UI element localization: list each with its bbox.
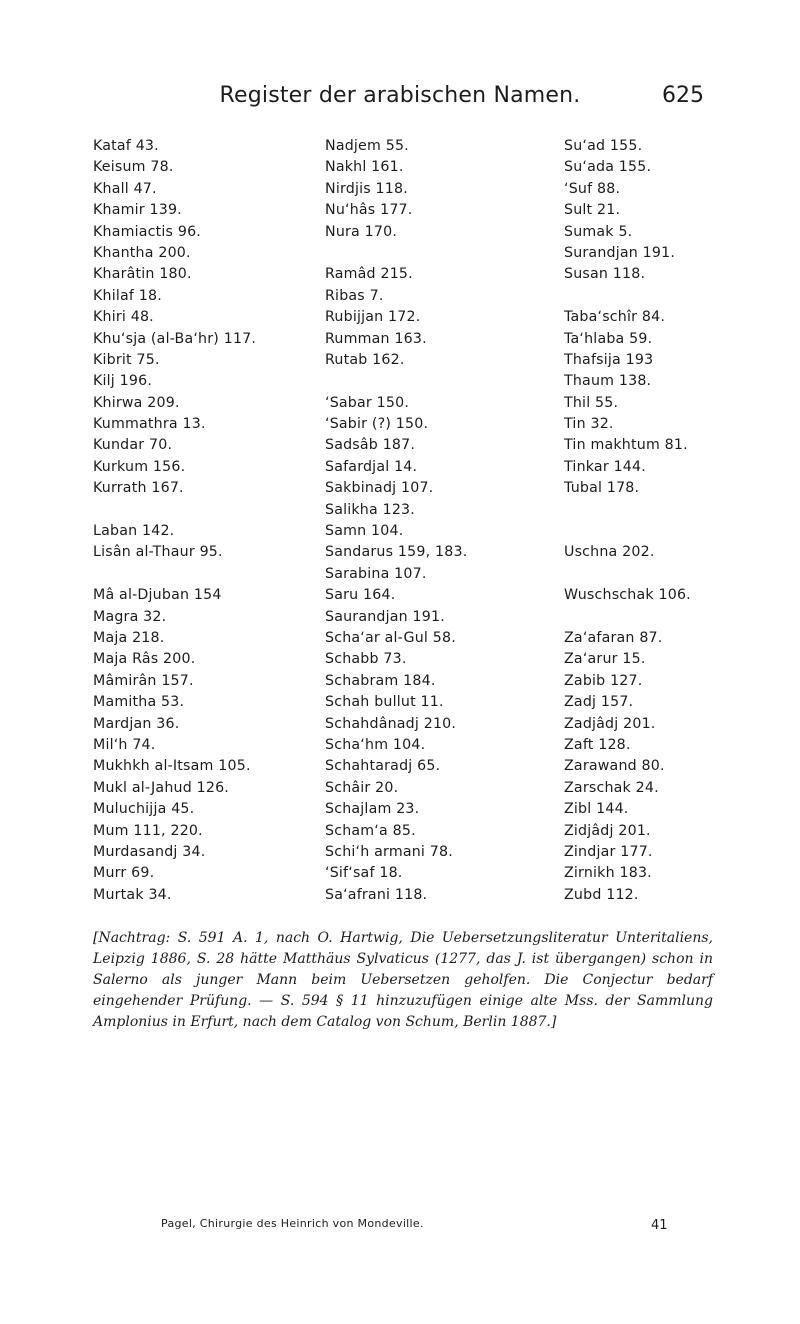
index-entry: Mukhkh al-Itsam 105.: [93, 758, 251, 775]
index-entry: Mil‘h 74.: [93, 736, 156, 753]
index-entry: Khantha 200.: [93, 244, 191, 261]
index-entry: Sakbinadj 107.: [325, 480, 434, 497]
index-entry: Susan 118.: [564, 266, 646, 283]
signature-mark: 41: [651, 1218, 668, 1233]
index-entry: Maja Râs 200.: [93, 651, 196, 668]
index-entry: [564, 286, 691, 307]
index-entry: Lisân al-Thaur 95.: [93, 544, 223, 561]
page-number: 625: [662, 83, 704, 108]
index-entry: Zadj 157.: [564, 694, 634, 711]
index-entry: Saru 164.: [325, 587, 396, 604]
index-entry: Sandarus 159, 183.: [325, 544, 468, 561]
index-entry: Nu‘hâs 177.: [325, 202, 413, 219]
index-column-3: [564, 136, 691, 906]
index-entry: Murr 69.: [93, 865, 155, 882]
index-entry: Scha‘hm 104.: [325, 736, 426, 753]
index-entry: Khall 47.: [93, 180, 157, 197]
index-entry: Scha‘ar al-Gul 58.: [325, 629, 456, 646]
index-entry: [325, 243, 467, 264]
index-entry: ‘Sif‘saf 18.: [325, 865, 403, 882]
index-column-1: [93, 136, 256, 906]
index-entry: Tubal 178.: [564, 480, 640, 497]
index-entry: Kibrit 75.: [93, 351, 160, 368]
index-entry: Salikha 123.: [325, 501, 415, 518]
index-entry: Zaft 128.: [564, 736, 631, 753]
index-entry: Kummathra 13.: [93, 416, 206, 433]
index-entry: Zirnikh 183.: [564, 865, 652, 882]
index-entry: Schâir 20.: [325, 779, 399, 796]
index-entry: Muluchijja 45.: [93, 801, 195, 818]
index-entry: Thafsija 193: [564, 351, 654, 368]
index-entry: Laban 142.: [93, 523, 175, 540]
index-entry: [564, 521, 691, 542]
index-entry: Mamitha 53.: [93, 694, 185, 711]
index-entry: Safardjal 14.: [325, 458, 418, 475]
index-entry: Kilj 196.: [93, 373, 153, 390]
index-entry: Kurrath 167.: [93, 480, 184, 497]
index-entry: Khu‘sja (al-Ba‘hr) 117.: [93, 330, 257, 347]
index-entry: Sadsâb 187.: [325, 437, 416, 454]
index-entry: Mum 111, 220.: [93, 822, 203, 839]
index-entry: Thaum 138.: [564, 373, 652, 390]
index-entry: Kundar 70.: [93, 437, 173, 454]
index-entry: Sarabina 107.: [325, 565, 427, 582]
index-entry: Murtak 34.: [93, 886, 172, 903]
index-entry: Saurandjan 191.: [325, 608, 445, 625]
index-entry: [93, 500, 256, 521]
index-entry: Mardjan 36.: [93, 715, 180, 732]
index-entry: Tin 32.: [564, 416, 614, 433]
index-entry: Kataf 43.: [93, 138, 159, 154]
index-entry: Wuschschak 106.: [564, 587, 691, 604]
footer-imprint: Pagel, Chirurgie des Heinrich von Mondeville.: [161, 1217, 424, 1230]
running-header-title: Register der arabischen Namen.: [219, 83, 581, 108]
index-entry: Taba‘schîr 84.: [564, 309, 666, 326]
index-entry: Thil 55.: [564, 394, 619, 411]
index-entry: Mâ al-Djuban 154: [93, 587, 222, 604]
index-entry: Kurkum 156.: [93, 458, 186, 475]
index-entry: Khamir 139.: [93, 202, 182, 219]
index-entry: Schi‘h armani 78.: [325, 843, 453, 860]
index-entry: Schabram 184.: [325, 672, 436, 689]
addendum-note: [93, 928, 713, 1033]
index-entry: Khilaf 18.: [93, 287, 162, 304]
index-entry: Sa‘afrani 118.: [325, 886, 428, 903]
index-entry: Mukl al-Jahud 126.: [93, 779, 230, 796]
index-entry: [564, 500, 691, 521]
index-entry: ‘Sabir (?) 150.: [325, 416, 429, 433]
index-entry: Khiri 48.: [93, 309, 154, 326]
index-entry: Zindjar 177.: [564, 843, 653, 860]
index-entry: Ramâd 215.: [325, 266, 413, 283]
index-entry: Tin makhtum 81.: [564, 437, 688, 454]
index-entry: Surandjan 191.: [564, 244, 676, 261]
index-entry: Uschna 202.: [564, 544, 655, 561]
index-entry: Schajlam 23.: [325, 801, 420, 818]
index-entry: Ta‘hlaba 59.: [564, 330, 653, 347]
index-entry: Zarschak 24.: [564, 779, 659, 796]
index-entry: Zarawand 80.: [564, 758, 665, 775]
index-entry: Sult 21.: [564, 202, 621, 219]
index-entry: Mâmirân 157.: [93, 672, 194, 689]
index-entry: [325, 371, 467, 392]
index-entry: Za‘afaran 87.: [564, 629, 663, 646]
index-entry: ‘Suf 88.: [564, 180, 621, 197]
index-entry: Zidjâdj 201.: [564, 822, 651, 839]
index-entry: Tinkar 144.: [564, 458, 646, 475]
index-entry: Nirdjis 118.: [325, 180, 408, 197]
index-entry: Schahtaradj 65.: [325, 758, 441, 775]
index-entry: Khamiactis 96.: [93, 223, 202, 240]
index-entry: Zubd 112.: [564, 886, 639, 903]
index-entry: [564, 607, 691, 628]
index-entry: Zabib 127.: [564, 672, 643, 689]
index-entry: Maja 218.: [93, 629, 165, 646]
addendum-note-text: [Nachtrag: S. 591 A. 1, nach O. Hartwig, Die Uebersetzungsliteratur Unteritaliens, Leipzig 1886, S. 28 hätte Matthäus Sylvaticus (1277, das J. ist übergangen) schon in Salerno als junger Mann beim Uebersetzen geholfen. Die Conjectur bedarf eingehender Prüfung. — S. 594 § 11 hinzuzufügen einige alte Mss. der Sammlung Amplonius in Erfurt, nach dem Catalog von Schum, Berlin 1887.]: [93, 930, 713, 1030]
index-entry: Zibl 144.: [564, 801, 629, 818]
index-column-2: [325, 136, 467, 906]
index-entry: Sumak 5.: [564, 223, 633, 240]
index-entry: Schah bullut 11.: [325, 694, 444, 711]
index-entry: Samn 104.: [325, 523, 404, 540]
index-entry: Keisum 78.: [93, 159, 174, 176]
index-entry: Magra 32.: [93, 608, 167, 625]
index-entry: Scham‘a 85.: [325, 822, 416, 839]
index-entry: Su‘ada 155.: [564, 159, 652, 176]
index-entry: Ribas 7.: [325, 287, 384, 304]
index-entry: Su‘ad 155.: [564, 138, 643, 154]
index-entry: Nadjem 55.: [325, 138, 409, 154]
index-entry: Rumman 163.: [325, 330, 427, 347]
index-entry: Nura 170.: [325, 223, 398, 240]
index-entry: Za‘arur 15.: [564, 651, 646, 668]
index-entry: Zadjâdj 201.: [564, 715, 656, 732]
index-entry: Rubijjan 172.: [325, 309, 421, 326]
index-entry: Schabb 73.: [325, 651, 407, 668]
index-entry: [93, 564, 256, 585]
index-entry: ‘Sabar 150.: [325, 394, 410, 411]
index-entry: Schahdânadj 210.: [325, 715, 457, 732]
index-entry: [564, 564, 691, 585]
index-entry: Kharâtin 180.: [93, 266, 192, 283]
index-entry: Murdasandj 34.: [93, 843, 206, 860]
index-entry: Rutab 162.: [325, 351, 405, 368]
index-entry: Khirwa 209.: [93, 394, 180, 411]
index-entry: Nakhl 161.: [325, 159, 404, 176]
